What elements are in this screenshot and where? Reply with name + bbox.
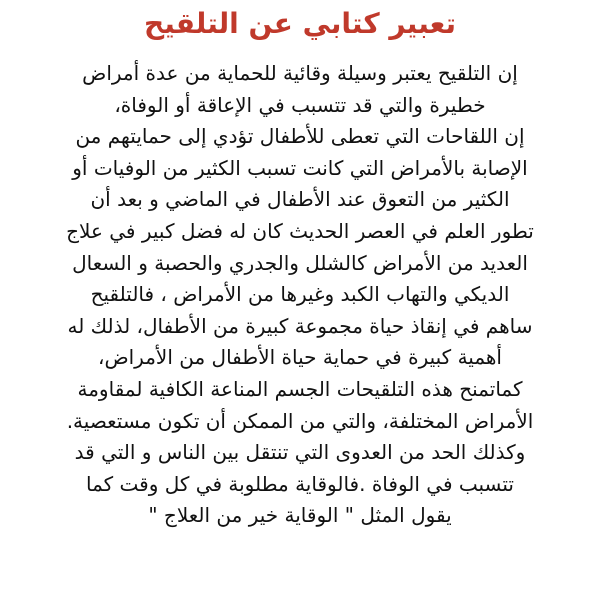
text-line: الأمراض المختلفة، والتي من الممكن أن تكون مستعصية.: [66, 408, 534, 433]
text-line: الكثير من التعوق عند الأطفال في الماضي و بعد أن: [90, 187, 510, 212]
text-line: تطور العلم في العصر الحديث كان له فضل كبير في علاج: [66, 218, 534, 243]
text-line: يقول المثل " الوقاية خير من العلاج ": [148, 503, 452, 528]
text-line: إن اللقاحات التي تعطى للأطفال تؤدي إلى حمايتهم من: [75, 124, 525, 149]
text-line: إن التلقيح يعتبر وسيلة وقائية للحماية من عدة أمراض: [82, 61, 518, 85]
text-line: ساهم في إنقاذ حياة مجموعة كبيرة من الأطفال، لذلك له: [67, 313, 533, 338]
text-line: كماتمنح هذه التلقيحات الجسم المناعة الكافية لمقاومة: [77, 376, 523, 401]
text-line: الديكي والتهاب الكبد وغيرها من الأمراض ، فالتلقيح: [90, 282, 510, 307]
text-line: خطيرة والتي قد تتسبب في الإعاقة أو الوفاة،: [114, 92, 486, 117]
text-line: أهمية كبيرة في حماية حياة الأطفال من الأمراض،: [97, 345, 502, 370]
page-title: تعبير كتابي عن التلقيح: [144, 7, 456, 40]
text-line: تتسبب في الوفاة .فالوقاية مطلوبة في كل وقت كما: [86, 471, 514, 496]
text-line: وكذلك الحد من العدوى التي تنتقل بين الناس و التي قد: [74, 440, 526, 465]
essay-body: [14, 58, 586, 532]
text-line: الإصابة بالأمراض التي كانت تسبب الكثير من الوفيات أو: [72, 155, 528, 180]
text-line: العديد من الأمراض كالشلل والجدري والحصبة و السعال: [72, 250, 528, 275]
